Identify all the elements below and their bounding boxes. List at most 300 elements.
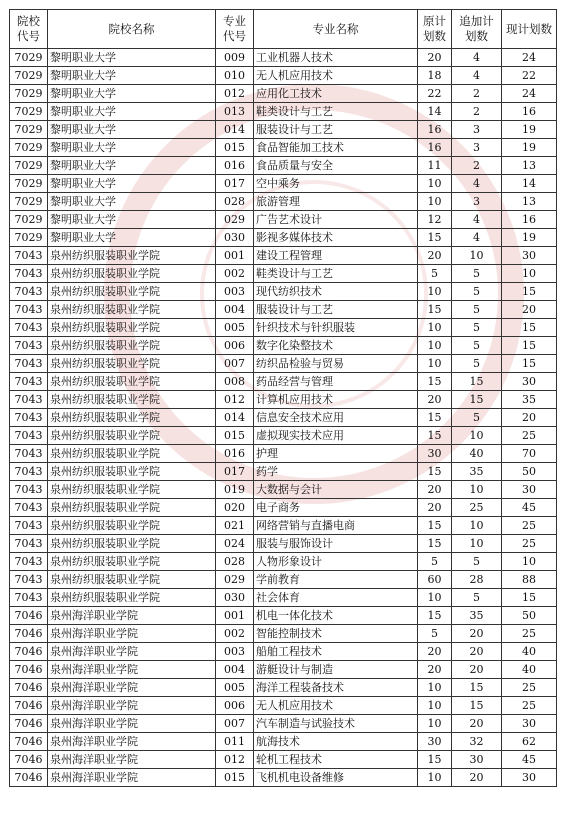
added-plan-cell: 5 xyxy=(452,409,502,427)
current-plan-cell: 16 xyxy=(502,211,557,229)
header-major-code: 专业代号 xyxy=(216,10,254,49)
original-plan-cell: 20 xyxy=(418,499,452,517)
school-code-cell: 7046 xyxy=(10,697,48,715)
school-name-cell: 泉州纺织服装职业学院 xyxy=(48,265,216,283)
table-row xyxy=(10,481,557,499)
major-code-cell: 006 xyxy=(216,697,254,715)
current-plan-cell: 22 xyxy=(502,67,557,85)
current-plan-cell: 70 xyxy=(502,445,557,463)
school-code-cell: 7046 xyxy=(10,661,48,679)
major-code-cell: 015 xyxy=(216,427,254,445)
school-code-cell: 7043 xyxy=(10,589,48,607)
school-code-cell: 7043 xyxy=(10,247,48,265)
school-name-cell: 泉州纺织服装职业学院 xyxy=(48,589,216,607)
added-plan-cell: 5 xyxy=(452,319,502,337)
major-code-cell: 003 xyxy=(216,643,254,661)
original-plan-cell: 14 xyxy=(418,103,452,121)
school-code-cell: 7029 xyxy=(10,49,48,67)
school-code-cell: 7043 xyxy=(10,553,48,571)
major-name-cell: 数字化染整技术 xyxy=(254,337,418,355)
original-plan-cell: 15 xyxy=(418,301,452,319)
school-name-cell: 泉州海洋职业学院 xyxy=(48,733,216,751)
major-code-cell: 012 xyxy=(216,391,254,409)
header-current-plan: 现计划数 xyxy=(502,10,557,49)
major-code-cell: 028 xyxy=(216,553,254,571)
current-plan-cell: 30 xyxy=(502,373,557,391)
added-plan-cell: 20 xyxy=(452,715,502,733)
table-row xyxy=(10,85,557,103)
school-code-cell: 7043 xyxy=(10,409,48,427)
header-school-code: 院校代号 xyxy=(10,10,48,49)
major-name-cell: 飞机机电设备维修 xyxy=(254,769,418,787)
major-name-cell: 信息安全技术应用 xyxy=(254,409,418,427)
school-name-cell: 泉州纺织服装职业学院 xyxy=(48,427,216,445)
table-body xyxy=(10,49,557,787)
major-name-cell: 机电一体化技术 xyxy=(254,607,418,625)
original-plan-cell: 20 xyxy=(418,481,452,499)
major-name-cell: 服装设计与工艺 xyxy=(254,301,418,319)
table-row xyxy=(10,733,557,751)
school-code-cell: 7043 xyxy=(10,463,48,481)
original-plan-cell: 18 xyxy=(418,67,452,85)
school-code-cell: 7043 xyxy=(10,355,48,373)
added-plan-cell: 15 xyxy=(452,373,502,391)
table-row xyxy=(10,517,557,535)
current-plan-cell: 25 xyxy=(502,679,557,697)
major-name-cell: 影视多媒体技术 xyxy=(254,229,418,247)
school-name-cell: 泉州纺织服装职业学院 xyxy=(48,499,216,517)
added-plan-cell: 10 xyxy=(452,535,502,553)
school-code-cell: 7046 xyxy=(10,679,48,697)
original-plan-cell: 30 xyxy=(418,733,452,751)
school-code-cell: 7043 xyxy=(10,481,48,499)
added-plan-cell: 40 xyxy=(452,445,502,463)
major-code-cell: 029 xyxy=(216,571,254,589)
original-plan-cell: 10 xyxy=(418,715,452,733)
original-plan-cell: 20 xyxy=(418,391,452,409)
current-plan-cell: 30 xyxy=(502,247,557,265)
school-name-cell: 泉州纺织服装职业学院 xyxy=(48,571,216,589)
major-code-cell: 024 xyxy=(216,535,254,553)
school-name-cell: 泉州海洋职业学院 xyxy=(48,751,216,769)
school-code-cell: 7029 xyxy=(10,175,48,193)
school-code-cell: 7029 xyxy=(10,139,48,157)
major-code-cell: 016 xyxy=(216,445,254,463)
major-code-cell: 009 xyxy=(216,49,254,67)
current-plan-cell: 15 xyxy=(502,283,557,301)
table-row xyxy=(10,121,557,139)
school-name-cell: 泉州纺织服装职业学院 xyxy=(48,535,216,553)
major-code-cell: 002 xyxy=(216,265,254,283)
current-plan-cell: 30 xyxy=(502,481,557,499)
major-code-cell: 029 xyxy=(216,211,254,229)
current-plan-cell: 25 xyxy=(502,427,557,445)
school-name-cell: 泉州纺织服装职业学院 xyxy=(48,301,216,319)
major-code-cell: 001 xyxy=(216,247,254,265)
major-name-cell: 轮机工程技术 xyxy=(254,751,418,769)
school-code-cell: 7029 xyxy=(10,211,48,229)
current-plan-cell: 14 xyxy=(502,175,557,193)
current-plan-cell: 50 xyxy=(502,607,557,625)
major-name-cell: 食品智能加工技术 xyxy=(254,139,418,157)
school-name-cell: 泉州纺织服装职业学院 xyxy=(48,247,216,265)
original-plan-cell: 10 xyxy=(418,283,452,301)
current-plan-cell: 15 xyxy=(502,355,557,373)
header-major-name: 专业名称 xyxy=(254,10,418,49)
major-code-cell: 004 xyxy=(216,661,254,679)
school-code-cell: 7043 xyxy=(10,517,48,535)
original-plan-cell: 11 xyxy=(418,157,452,175)
school-name-cell: 泉州纺织服装职业学院 xyxy=(48,319,216,337)
current-plan-cell: 20 xyxy=(502,409,557,427)
table-row xyxy=(10,715,557,733)
added-plan-cell: 32 xyxy=(452,733,502,751)
added-plan-cell: 20 xyxy=(452,625,502,643)
table-row xyxy=(10,373,557,391)
current-plan-cell: 24 xyxy=(502,49,557,67)
added-plan-cell: 15 xyxy=(452,697,502,715)
school-name-cell: 黎明职业大学 xyxy=(48,67,216,85)
table-row xyxy=(10,625,557,643)
major-name-cell: 药学 xyxy=(254,463,418,481)
school-code-cell: 7046 xyxy=(10,625,48,643)
table-row xyxy=(10,535,557,553)
current-plan-cell: 15 xyxy=(502,337,557,355)
school-code-cell: 7046 xyxy=(10,607,48,625)
school-code-cell: 7043 xyxy=(10,265,48,283)
school-name-cell: 泉州纺织服装职业学院 xyxy=(48,391,216,409)
school-code-cell: 7029 xyxy=(10,193,48,211)
major-name-cell: 工业机器人技术 xyxy=(254,49,418,67)
current-plan-cell: 88 xyxy=(502,571,557,589)
original-plan-cell: 20 xyxy=(418,49,452,67)
school-code-cell: 7043 xyxy=(10,571,48,589)
added-plan-cell: 2 xyxy=(452,103,502,121)
added-plan-cell: 4 xyxy=(452,67,502,85)
added-plan-cell: 2 xyxy=(452,157,502,175)
table-row xyxy=(10,697,557,715)
added-plan-cell: 15 xyxy=(452,679,502,697)
table-row xyxy=(10,427,557,445)
school-code-cell: 7043 xyxy=(10,391,48,409)
school-name-cell: 泉州纺织服装职业学院 xyxy=(48,517,216,535)
school-name-cell: 泉州海洋职业学院 xyxy=(48,697,216,715)
major-name-cell: 鞋类设计与工艺 xyxy=(254,265,418,283)
major-code-cell: 006 xyxy=(216,337,254,355)
header-added-plan: 追加计划数 xyxy=(452,10,502,49)
school-name-cell: 泉州纺织服装职业学院 xyxy=(48,553,216,571)
major-code-cell: 021 xyxy=(216,517,254,535)
major-code-cell: 028 xyxy=(216,193,254,211)
added-plan-cell: 15 xyxy=(452,391,502,409)
major-code-cell: 007 xyxy=(216,715,254,733)
major-name-cell: 学前教育 xyxy=(254,571,418,589)
added-plan-cell: 25 xyxy=(452,499,502,517)
header-original-plan: 原计划数 xyxy=(418,10,452,49)
major-name-cell: 建设工程管理 xyxy=(254,247,418,265)
major-name-cell: 纺织品检验与贸易 xyxy=(254,355,418,373)
current-plan-cell: 40 xyxy=(502,643,557,661)
table-row xyxy=(10,643,557,661)
header-school-name: 院校名称 xyxy=(48,10,216,49)
major-code-cell: 014 xyxy=(216,409,254,427)
table-row xyxy=(10,283,557,301)
major-name-cell: 服装与服饰设计 xyxy=(254,535,418,553)
original-plan-cell: 10 xyxy=(418,175,452,193)
table-header-row xyxy=(10,10,557,49)
major-code-cell: 001 xyxy=(216,607,254,625)
current-plan-cell: 19 xyxy=(502,229,557,247)
added-plan-cell: 4 xyxy=(452,49,502,67)
table-row xyxy=(10,229,557,247)
major-name-cell: 现代纺织技术 xyxy=(254,283,418,301)
major-code-cell: 015 xyxy=(216,769,254,787)
added-plan-cell: 30 xyxy=(452,751,502,769)
major-code-cell: 008 xyxy=(216,373,254,391)
school-code-cell: 7043 xyxy=(10,499,48,517)
school-name-cell: 泉州海洋职业学院 xyxy=(48,715,216,733)
major-name-cell: 广告艺术设计 xyxy=(254,211,418,229)
added-plan-cell: 3 xyxy=(452,139,502,157)
added-plan-cell: 10 xyxy=(452,247,502,265)
table-row xyxy=(10,391,557,409)
added-plan-cell: 5 xyxy=(452,301,502,319)
current-plan-cell: 16 xyxy=(502,103,557,121)
current-plan-cell: 35 xyxy=(502,391,557,409)
major-name-cell: 旅游管理 xyxy=(254,193,418,211)
table-row xyxy=(10,571,557,589)
school-name-cell: 黎明职业大学 xyxy=(48,103,216,121)
added-plan-cell: 10 xyxy=(452,427,502,445)
original-plan-cell: 10 xyxy=(418,589,452,607)
major-name-cell: 应用化工技术 xyxy=(254,85,418,103)
current-plan-cell: 30 xyxy=(502,769,557,787)
current-plan-cell: 20 xyxy=(502,301,557,319)
major-name-cell: 网络营销与直播电商 xyxy=(254,517,418,535)
school-name-cell: 黎明职业大学 xyxy=(48,49,216,67)
major-code-cell: 003 xyxy=(216,283,254,301)
major-code-cell: 030 xyxy=(216,229,254,247)
major-name-cell: 大数据与会计 xyxy=(254,481,418,499)
added-plan-cell: 10 xyxy=(452,481,502,499)
school-name-cell: 泉州纺织服装职业学院 xyxy=(48,445,216,463)
major-code-cell: 011 xyxy=(216,733,254,751)
original-plan-cell: 15 xyxy=(418,463,452,481)
school-name-cell: 黎明职业大学 xyxy=(48,175,216,193)
school-name-cell: 黎明职业大学 xyxy=(48,157,216,175)
original-plan-cell: 30 xyxy=(418,445,452,463)
original-plan-cell: 10 xyxy=(418,697,452,715)
original-plan-cell: 20 xyxy=(418,247,452,265)
major-name-cell: 鞋类设计与工艺 xyxy=(254,103,418,121)
table-row xyxy=(10,103,557,121)
table-row xyxy=(10,319,557,337)
school-code-cell: 7046 xyxy=(10,733,48,751)
table-row xyxy=(10,49,557,67)
table-row xyxy=(10,247,557,265)
major-code-cell: 002 xyxy=(216,625,254,643)
school-code-cell: 7029 xyxy=(10,229,48,247)
original-plan-cell: 16 xyxy=(418,121,452,139)
added-plan-cell: 4 xyxy=(452,229,502,247)
current-plan-cell: 25 xyxy=(502,517,557,535)
major-code-cell: 019 xyxy=(216,481,254,499)
major-code-cell: 030 xyxy=(216,589,254,607)
table-row xyxy=(10,463,557,481)
school-code-cell: 7043 xyxy=(10,427,48,445)
original-plan-cell: 20 xyxy=(418,661,452,679)
school-code-cell: 7043 xyxy=(10,535,48,553)
school-name-cell: 泉州纺织服装职业学院 xyxy=(48,409,216,427)
major-code-cell: 004 xyxy=(216,301,254,319)
major-name-cell: 无人机应用技术 xyxy=(254,67,418,85)
major-code-cell: 010 xyxy=(216,67,254,85)
table-row xyxy=(10,607,557,625)
table-row xyxy=(10,265,557,283)
original-plan-cell: 5 xyxy=(418,625,452,643)
major-name-cell: 食品质量与安全 xyxy=(254,157,418,175)
admission-plan-sheet xyxy=(9,9,556,787)
school-name-cell: 泉州海洋职业学院 xyxy=(48,769,216,787)
school-code-cell: 7043 xyxy=(10,445,48,463)
school-code-cell: 7046 xyxy=(10,643,48,661)
major-name-cell: 人物形象设计 xyxy=(254,553,418,571)
original-plan-cell: 10 xyxy=(418,679,452,697)
school-name-cell: 泉州纺织服装职业学院 xyxy=(48,283,216,301)
school-name-cell: 泉州海洋职业学院 xyxy=(48,679,216,697)
current-plan-cell: 30 xyxy=(502,715,557,733)
major-code-cell: 017 xyxy=(216,463,254,481)
major-name-cell: 航海技术 xyxy=(254,733,418,751)
current-plan-cell: 24 xyxy=(502,85,557,103)
table-row xyxy=(10,157,557,175)
original-plan-cell: 15 xyxy=(418,751,452,769)
major-code-cell: 007 xyxy=(216,355,254,373)
added-plan-cell: 4 xyxy=(452,211,502,229)
major-code-cell: 020 xyxy=(216,499,254,517)
school-name-cell: 黎明职业大学 xyxy=(48,229,216,247)
table-row xyxy=(10,175,557,193)
original-plan-cell: 15 xyxy=(418,229,452,247)
table-row xyxy=(10,553,557,571)
original-plan-cell: 5 xyxy=(418,553,452,571)
school-name-cell: 泉州纺织服装职业学院 xyxy=(48,355,216,373)
added-plan-cell: 3 xyxy=(452,121,502,139)
original-plan-cell: 10 xyxy=(418,769,452,787)
original-plan-cell: 15 xyxy=(418,409,452,427)
major-code-cell: 005 xyxy=(216,319,254,337)
major-name-cell: 护理 xyxy=(254,445,418,463)
school-name-cell: 黎明职业大学 xyxy=(48,121,216,139)
table-row xyxy=(10,67,557,85)
original-plan-cell: 15 xyxy=(418,373,452,391)
plan-table xyxy=(9,9,557,787)
school-code-cell: 7029 xyxy=(10,85,48,103)
major-name-cell: 服装设计与工艺 xyxy=(254,121,418,139)
school-name-cell: 泉州纺织服装职业学院 xyxy=(48,337,216,355)
major-name-cell: 游艇设计与制造 xyxy=(254,661,418,679)
original-plan-cell: 22 xyxy=(418,85,452,103)
table-row xyxy=(10,769,557,787)
major-name-cell: 药品经营与管理 xyxy=(254,373,418,391)
school-code-cell: 7043 xyxy=(10,373,48,391)
school-name-cell: 泉州海洋职业学院 xyxy=(48,643,216,661)
major-name-cell: 汽车制造与试验技术 xyxy=(254,715,418,733)
school-code-cell: 7046 xyxy=(10,751,48,769)
current-plan-cell: 25 xyxy=(502,535,557,553)
school-name-cell: 泉州纺织服装职业学院 xyxy=(48,373,216,391)
original-plan-cell: 5 xyxy=(418,265,452,283)
table-row xyxy=(10,337,557,355)
major-code-cell: 005 xyxy=(216,679,254,697)
school-name-cell: 黎明职业大学 xyxy=(48,211,216,229)
current-plan-cell: 13 xyxy=(502,157,557,175)
added-plan-cell: 20 xyxy=(452,769,502,787)
original-plan-cell: 16 xyxy=(418,139,452,157)
major-name-cell: 空中乘务 xyxy=(254,175,418,193)
major-code-cell: 017 xyxy=(216,175,254,193)
major-code-cell: 013 xyxy=(216,103,254,121)
current-plan-cell: 19 xyxy=(502,121,557,139)
current-plan-cell: 25 xyxy=(502,697,557,715)
major-code-cell: 015 xyxy=(216,139,254,157)
major-name-cell: 智能控制技术 xyxy=(254,625,418,643)
original-plan-cell: 10 xyxy=(418,337,452,355)
school-code-cell: 7043 xyxy=(10,337,48,355)
major-name-cell: 针织技术与针织服装 xyxy=(254,319,418,337)
table-row xyxy=(10,589,557,607)
added-plan-cell: 10 xyxy=(452,517,502,535)
current-plan-cell: 10 xyxy=(502,553,557,571)
original-plan-cell: 15 xyxy=(418,517,452,535)
school-name-cell: 泉州海洋职业学院 xyxy=(48,607,216,625)
school-code-cell: 7043 xyxy=(10,319,48,337)
school-name-cell: 泉州纺织服装职业学院 xyxy=(48,463,216,481)
added-plan-cell: 3 xyxy=(452,193,502,211)
major-code-cell: 014 xyxy=(216,121,254,139)
table-row xyxy=(10,499,557,517)
school-code-cell: 7029 xyxy=(10,67,48,85)
table-row xyxy=(10,355,557,373)
school-name-cell: 泉州海洋职业学院 xyxy=(48,661,216,679)
current-plan-cell: 40 xyxy=(502,661,557,679)
school-code-cell: 7046 xyxy=(10,715,48,733)
table-row xyxy=(10,661,557,679)
current-plan-cell: 13 xyxy=(502,193,557,211)
current-plan-cell: 10 xyxy=(502,265,557,283)
table-row xyxy=(10,193,557,211)
added-plan-cell: 2 xyxy=(452,85,502,103)
major-name-cell: 社会体育 xyxy=(254,589,418,607)
original-plan-cell: 15 xyxy=(418,607,452,625)
added-plan-cell: 35 xyxy=(452,607,502,625)
original-plan-cell: 15 xyxy=(418,427,452,445)
current-plan-cell: 19 xyxy=(502,139,557,157)
major-name-cell: 海洋工程装备技术 xyxy=(254,679,418,697)
major-name-cell: 船舶工程技术 xyxy=(254,643,418,661)
original-plan-cell: 10 xyxy=(418,193,452,211)
original-plan-cell: 10 xyxy=(418,355,452,373)
added-plan-cell: 35 xyxy=(452,463,502,481)
original-plan-cell: 15 xyxy=(418,535,452,553)
current-plan-cell: 45 xyxy=(502,751,557,769)
school-code-cell: 7029 xyxy=(10,121,48,139)
current-plan-cell: 45 xyxy=(502,499,557,517)
table-row xyxy=(10,139,557,157)
added-plan-cell: 5 xyxy=(452,265,502,283)
original-plan-cell: 10 xyxy=(418,319,452,337)
added-plan-cell: 5 xyxy=(452,283,502,301)
